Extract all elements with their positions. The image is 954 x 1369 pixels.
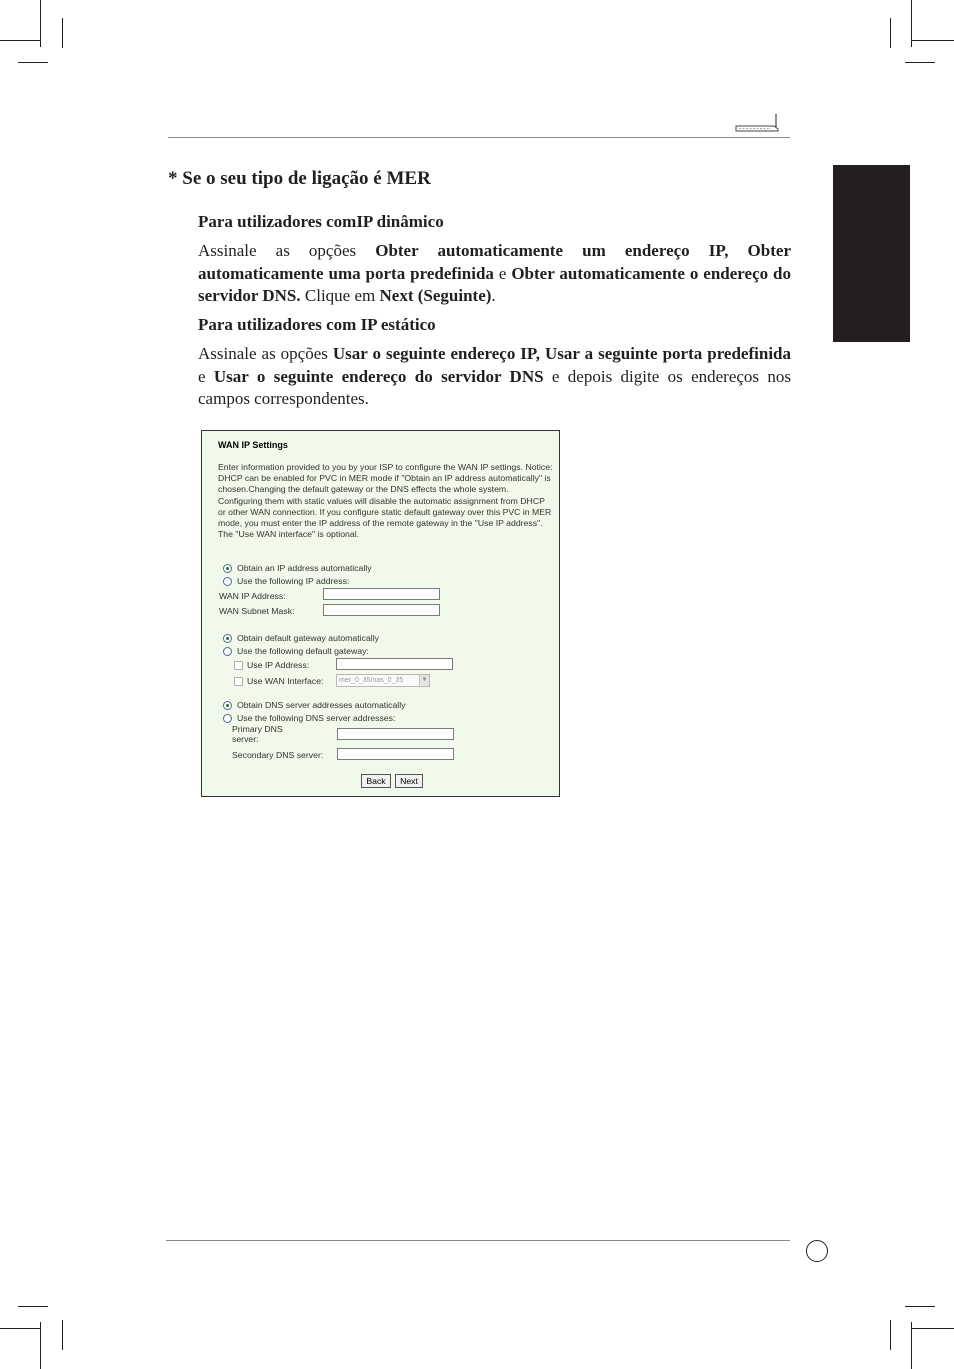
crop-mark (890, 18, 891, 48)
wan-subnet-mask-input[interactable] (323, 604, 440, 616)
dynamic-ip-paragraph: Assinale as opções Obter automaticamente um endereço IP, Obter automaticamente uma porta predefinida e Obter automaticamente o endereço do servidor DNS. Clique em Next (Seguinte). (198, 241, 792, 305)
use-following-dns-label: Use the following DNS server addresses: (237, 713, 396, 723)
use-following-gateway-label: Use the following default gateway: (237, 646, 369, 656)
wan-ip-address-input[interactable] (323, 588, 440, 600)
use-following-dns-radio[interactable] (223, 714, 232, 723)
wan-interface-value: mer_0_35/nas_0_35 (339, 677, 404, 684)
router-icon (733, 113, 781, 135)
language-side-tab (833, 165, 910, 342)
crop-mark (40, 0, 41, 47)
next-button[interactable]: Next (395, 774, 423, 788)
obtain-dns-auto-label: Obtain DNS server addresses automatically (237, 700, 406, 710)
section-title: * Se o seu tipo de ligação é MER (168, 168, 431, 189)
panel-notice: Enter information provided to you by your ISP to configure the WAN IP settings. Notice: DHCP can be enabled for PVC in MER mode if "Obtain an IP address automatically" is chosen.Changing the default gateway or the DNS effects the whole system. Configuring them with static values will disable the automatic assignment from DHCP or other WAN connection. If you configure static default gateway over this PVC in MER mode, you must enter the IP address of the remote gateway in the "Use IP address". The "Use WAN interface" is optional. (218, 462, 553, 540)
crop-mark (911, 1328, 954, 1329)
chevron-down-icon: ▼ (419, 675, 429, 686)
crop-mark (40, 1322, 41, 1369)
back-button[interactable]: Back (361, 774, 391, 788)
use-wan-interface-label: Use WAN Interface: (247, 676, 324, 686)
obtain-ip-auto-radio[interactable] (223, 564, 232, 573)
obtain-dns-auto-radio[interactable] (223, 701, 232, 710)
obtain-ip-auto-label: Obtain an IP address automatically (237, 563, 372, 573)
crop-mark (890, 1320, 891, 1350)
use-wan-interface-checkbox[interactable] (234, 677, 243, 686)
secondary-dns-label: Secondary DNS server: (232, 750, 324, 760)
use-following-ip-radio[interactable] (223, 577, 232, 586)
use-following-ip-label: Use the following IP address: (237, 576, 350, 586)
use-following-gateway-radio[interactable] (223, 647, 232, 656)
crop-mark (62, 18, 63, 48)
crop-mark (911, 40, 954, 41)
header-rule (168, 137, 790, 138)
primary-dns-label: Primary DNS server: (232, 724, 283, 744)
crop-mark (0, 1328, 40, 1329)
use-ip-address-input[interactable] (336, 658, 453, 670)
primary-dns-input[interactable] (337, 728, 454, 740)
crop-mark (0, 40, 40, 41)
obtain-gateway-auto-radio[interactable] (223, 634, 232, 643)
static-ip-paragraph: Assinale as opções Usar o seguinte endereço IP, Usar a seguinte porta predefinida e Usar o seguinte endereço do servidor DNS e depois digite os endereços nos campos correspondentes. (198, 344, 792, 408)
panel-title: WAN IP Settings (218, 440, 288, 450)
crop-mark (18, 1306, 48, 1307)
obtain-gateway-auto-label: Obtain default gateway automatically (237, 633, 379, 643)
page-number-circle (806, 1240, 828, 1262)
wan-interface-select[interactable] (336, 674, 430, 687)
wan-ip-settings-panel (201, 430, 560, 797)
static-ip-heading: Para utilizadores com IP estático (198, 315, 436, 334)
footer-rule (166, 1240, 790, 1241)
crop-mark (62, 1320, 63, 1350)
use-ip-address-checkbox[interactable] (234, 661, 243, 670)
use-ip-address-label: Use IP Address: (247, 660, 310, 670)
wan-subnet-mask-label: WAN Subnet Mask: (219, 606, 295, 616)
wan-ip-address-label: WAN IP Address: (219, 591, 286, 601)
dynamic-ip-heading: Para utilizadores comIP dinâmico (198, 212, 444, 231)
secondary-dns-input[interactable] (337, 748, 454, 760)
crop-mark (905, 62, 935, 63)
crop-mark (18, 62, 48, 63)
crop-mark (911, 1322, 912, 1369)
crop-mark (905, 1306, 935, 1307)
